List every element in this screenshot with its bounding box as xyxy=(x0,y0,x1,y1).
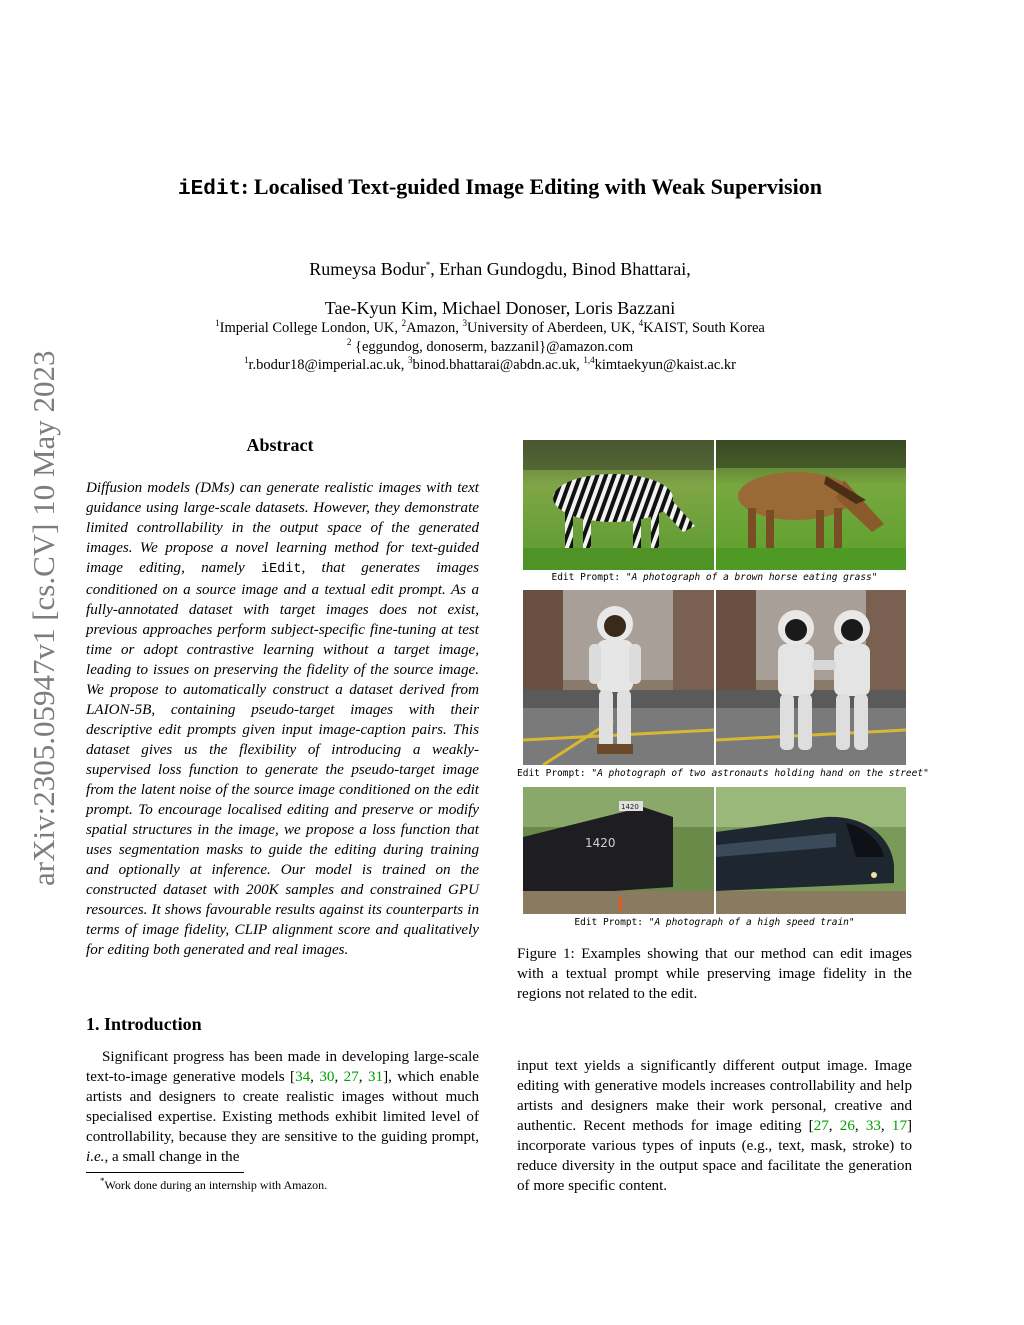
footnote-text: Work done during an internship with Amazon. xyxy=(104,1178,328,1192)
affiliation-text: University of Aberdeen, UK, xyxy=(467,320,639,336)
figure-1-caption: Figure 1: Examples showing that our method can edit images with a textual prompt while preserving image fidelity in the regions not related to the edit. xyxy=(517,946,912,1002)
email-text: kimtaekyun@kaist.ac.kr xyxy=(594,357,736,373)
edit-prompt-text: "A photograph of a high speed train" xyxy=(648,917,855,928)
citation-link[interactable]: 34 xyxy=(295,1069,311,1085)
edit-prompt-text: "A photograph of a brown horse eating grass" xyxy=(625,572,878,583)
citation-separator: , xyxy=(358,1069,368,1085)
author-name-first: Rumeysa Bodur xyxy=(309,259,426,279)
affiliation-sup: 2 xyxy=(401,318,407,329)
figure-edited-horse-image xyxy=(716,440,906,570)
citation-link[interactable]: 30 xyxy=(319,1069,335,1085)
abstract-code-name: iEdit xyxy=(260,562,302,577)
citation-link[interactable]: 26 xyxy=(839,1118,855,1134)
citation-link[interactable]: 31 xyxy=(367,1069,384,1085)
citation-separator: , xyxy=(854,1118,866,1134)
affiliation-text: KAIST, South Korea xyxy=(643,320,765,336)
figure-source-train-image xyxy=(523,787,714,914)
edit-prompt-caption-2 xyxy=(517,768,929,779)
intro-text: , a small change in the xyxy=(104,1149,240,1165)
edit-prompt-prefix: Edit Prompt: xyxy=(517,768,592,779)
citation-separator: , xyxy=(828,1118,840,1134)
title-text: : Localised Text-guided Image Editing with Weak Supervision xyxy=(241,174,822,199)
citation-separator: , xyxy=(310,1069,320,1085)
affiliation-text: Imperial College London, UK, xyxy=(219,320,402,336)
intro-text: ], which enable artists and designers to create realistic images without much specialised expertise. Existing methods exhibit limited level of controllability, because they are sensitive to the guiding prompt, xyxy=(86,1069,479,1145)
citation-separator: , xyxy=(880,1118,892,1134)
author-names-rest: , Erhan Gundogdu, Binod Bhattarai, xyxy=(430,259,691,279)
edit-prompt-caption-1 xyxy=(517,572,912,583)
citation-link[interactable]: 27 xyxy=(813,1118,829,1134)
author-footnote-mark: * xyxy=(425,260,431,270)
intro-text: input text yields a significantly different output image. Image editing with generative models increases controllability and help artists and designers make their work personal, creative and authentic. Recent methods for image editing [ xyxy=(517,1058,912,1134)
edit-prompt-prefix: Edit Prompt: xyxy=(574,917,649,928)
edit-prompt-caption-3 xyxy=(517,917,912,928)
footnote xyxy=(100,1178,327,1193)
authors-names-1 xyxy=(309,259,690,279)
intro-text: ] incorporate various types of inputs (e.g., text, mask, stroke) to reduce diversity in the output space and facilitate the generation of more specific content. xyxy=(517,1118,913,1194)
train-number: 1420 xyxy=(621,803,639,811)
train-side-number: 1420 xyxy=(585,836,616,850)
citation-link[interactable]: 27 xyxy=(343,1069,359,1085)
authors-line-2: Tae-Kyun Kim, Michael Donoser, Loris Bazzani xyxy=(324,298,676,318)
citation-link[interactable]: 17 xyxy=(891,1118,907,1134)
figure-source-zebra-image xyxy=(523,440,714,570)
edit-prompt-text: "A photograph of two astronauts holding hand on the street" xyxy=(591,768,929,779)
edit-prompt-prefix: Edit Prompt: xyxy=(551,572,626,583)
arxiv-stamp: arXiv:2305.05947v1 [cs.CV] 10 May 2023 xyxy=(26,350,61,886)
intro-ie: i.e. xyxy=(86,1149,105,1165)
figure-edited-high-speed-train-image xyxy=(716,787,906,914)
affiliation-sup: 3 xyxy=(462,318,468,329)
aff2-sup: 2 xyxy=(346,337,352,348)
affiliations-line-1 xyxy=(0,320,980,337)
email-sup: 1,4 xyxy=(583,355,595,366)
footnote-rule xyxy=(86,1172,244,1173)
section-heading-introduction: 1. Introduction xyxy=(86,1014,202,1034)
affiliation-sup: 4 xyxy=(638,318,644,329)
intro-paragraph-1 xyxy=(86,1047,479,1167)
citation-separator: , xyxy=(334,1069,344,1085)
intro-paragraph-2 xyxy=(517,1056,912,1196)
email-text: r.bodur18@imperial.ac.uk, xyxy=(248,357,409,373)
title-code-name: iEdit xyxy=(178,178,242,201)
footnote-mark: * xyxy=(100,1176,105,1186)
affiliations-line-2 xyxy=(0,339,980,356)
affiliation-text: Amazon, xyxy=(406,320,463,336)
figure-edited-astronauts-image xyxy=(716,590,906,765)
aff2-text: {eggundog, donoserm, bazzanil}@amazon.com xyxy=(351,339,634,355)
abstract-heading: Abstract xyxy=(246,435,314,455)
email-text: binod.bhattarai@abdn.ac.uk, xyxy=(412,357,584,373)
email-sup: 1 xyxy=(244,355,249,366)
paper-title xyxy=(0,174,1000,201)
abstract-text-1: Diffusion models (DMs) can generate realistic images with text guidance using large-scale datasets. However, they demonstrate limited controllability in the output space of the generated images. We propose a novel learning method for text-guided image editing, namely xyxy=(86,480,479,576)
abstract-text-2: , that generates images conditioned on a source image and a textual edit prompt. As a fully-annotated dataset with target images does not exist, previous approaches perform subject-specific fine-tuning at test time or adopt contrastive learning without a target image, leading to issues on preserving the fidelity of the source image. We propose to automatically construct a dataset derived from LAION-5B, containing pseudo-target images with their descriptive edit prompts given input image-caption pairs. This dataset gives us the flexibility of introducing a weakly-supervised loss function to generate the pseudo-target image from the latent noise of the source image conditioned on the edit prompt. To encourage localised editing and preserve or modify spatial structures in the image, we propose a loss function that uses segmentation masks to guide the editing during training and optionally at inference. Our model is trained on the constructed dataset with 200K samples and constrained GPU resources. It shows favourable results against its counterparts in terms of image fidelity, CLIP alignment score and qualitatively for editing both generated and real images. xyxy=(86,560,479,958)
intro-text: Significant progress has been made in developing large-scale text-to-image generative models [ xyxy=(86,1049,479,1085)
abstract-body xyxy=(86,478,479,960)
figure-source-astronaut-image xyxy=(523,590,714,765)
citation-link[interactable]: 33 xyxy=(865,1118,881,1134)
affiliations-line-3 xyxy=(0,357,980,374)
affiliation-sup: 1 xyxy=(215,318,220,329)
email-sup: 3 xyxy=(408,355,413,366)
authors-line-1 xyxy=(0,259,1000,280)
